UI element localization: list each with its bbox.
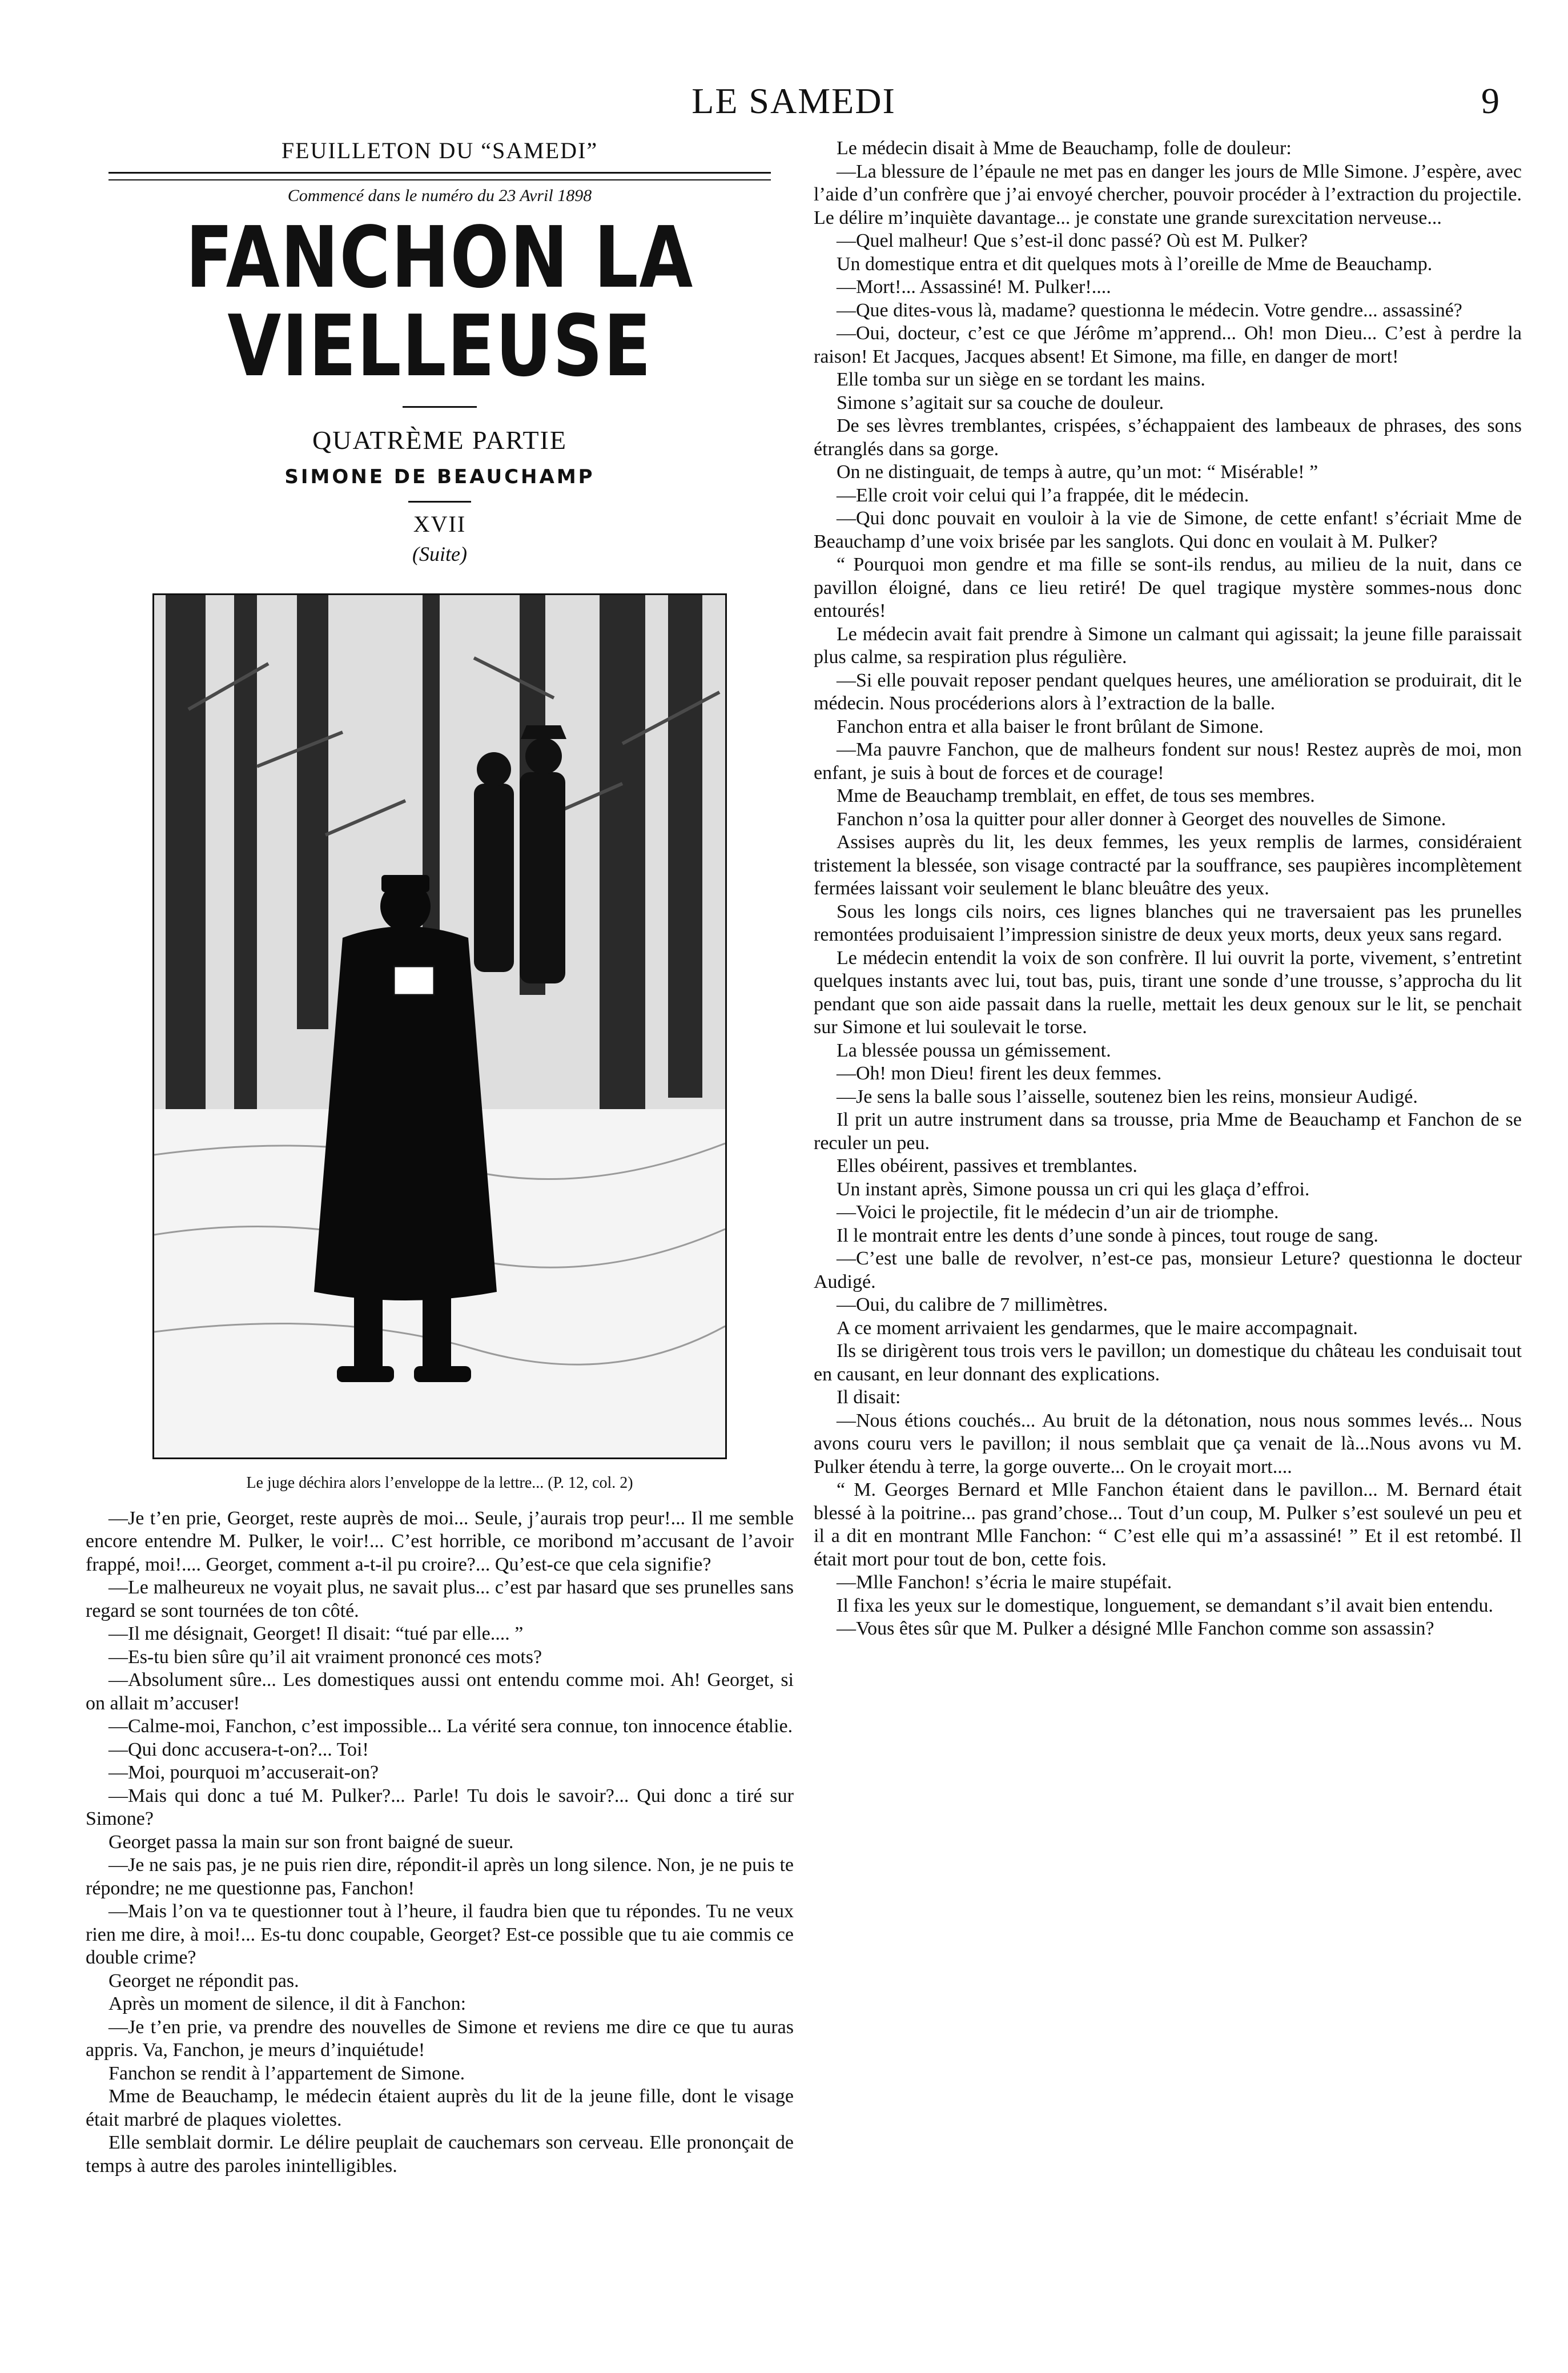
paragraph: Un instant après, Simone poussa un cri qui les glaça d’effroi. <box>837 1178 1310 1200</box>
paragraph: Il le montrait entre les dents d’une sonde à pinces, tout rouge de sang. <box>837 1224 1378 1246</box>
paragraph: Sous les longs cils noirs, ces lignes blanches qui ne traversaient pas les prunelles remontées produisaient l’impression sinistre de deux yeux morts, deux yeux sans regard. <box>814 901 1522 945</box>
paragraph: —Elle croit voir celui qui l’a frappée, dit le médecin. <box>837 484 1249 506</box>
paragraph: Il prit un autre instrument dans sa trousse, pria Mme de Beauchamp et Fanchon de se reculer un peu. <box>814 1109 1522 1154</box>
paragraph: —Mais l’on va te questionner tout à l’heure, il faudra bien que tu répondes. Tu ne veux rien me dire, à moi!... Es-tu donc coupable, Georget? Est-ce possible que tu aie commis ce double crime? <box>86 1901 794 1969</box>
paragraph: —Je t’en prie, Georget, reste auprès de moi... Seule, j’aurais trop peur!... Il me semble encore entendre M. Pulker, le voir!... C’est horrible, ce moribond m’accusant de l’avoir frappé, moi!.... Georget, comment a-t-il pu croire?... Qu’est-ce que cela signifie? <box>86 1507 794 1575</box>
paragraph: De ses lèvres tremblantes, crispées, s’échappaient des lambeaux de phrases, des sons étranglés dans sa gorge. <box>814 415 1522 460</box>
paragraph: Le médecin avait fait prendre à Simone un calmant qui agissait; la jeune fille paraissait plus calme, sa respiration plus régulière. <box>814 623 1522 668</box>
paragraph: Mme de Beauchamp, le médecin étaient auprès du lit de la jeune fille, dont le visage était marbré de plaques violettes. <box>86 2086 794 2130</box>
paragraph: —Je ne sais pas, je ne puis rien dire, répondit-il après un long silence. Non, je ne puis te répondre; ne me questionne pas, Fanchon! <box>86 1854 794 1899</box>
paragraph: —Es-tu bien sûre qu’il ait vraiment prononcé ces mots? <box>108 1646 542 1668</box>
title-divider <box>403 406 477 408</box>
paragraph: Elle tomba sur un siège en se tordant les mains. <box>837 369 1205 390</box>
paragraph: A ce moment arrivaient les gendarmes, que le maire accompagnait. <box>837 1317 1358 1339</box>
paragraph: —La blessure de l’épaule ne met pas en danger les jours de Mlle Simone. J’espère, avec l’aide d’un confrère que j’ai envoyé chercher, pouvoir procéder à l’extraction du projectile. Le délire m’inquiète davantage... je constate une grande surexcitation nerveuse... <box>814 160 1522 228</box>
chapter-number: XVII <box>413 511 467 537</box>
serial-start-note: Commencé dans le numéro du 23 Avril 1898 <box>287 186 592 205</box>
paragraph: —Oui, docteur, c’est ce que Jérôme m’apprend... Oh! mon Dieu... C’est à perdre la raison! Et Jacques, Jacques absent! Et Simone, ma fille, en danger de mort! <box>814 323 1522 367</box>
novel-title: FANCHON LA VIELLEUSE <box>186 208 694 396</box>
paragraph: —Voici le projectile, fit le médecin d’un air de triomphe. <box>837 1202 1279 1223</box>
paragraph: —Oui, du calibre de 7 millimètres. <box>837 1294 1108 1315</box>
feuilleton-label: FEUILLETON DU “SAMEDI” <box>281 138 598 163</box>
subtitle-divider <box>408 501 471 503</box>
left-column-text <box>86 1507 794 2178</box>
paragraph: Il fixa les yeux sur le domestique, longuement, se demandant s’il avait bien entendu. <box>837 1595 1494 1616</box>
paragraph: Elles obéirent, passives et tremblantes. <box>837 1155 1137 1177</box>
paragraph: —Mais qui donc a tué M. Pulker?... Parle! Tu dois le savoir?... Qui donc a tiré sur Simone? <box>86 1785 794 1830</box>
paragraph: Après un moment de silence, il dit à Fanchon: <box>108 1993 467 2015</box>
paragraph: —Oh! mon Dieu! firent les deux femmes. <box>837 1063 1162 1084</box>
paragraph: —Mort!... Assassiné! M. Pulker!.... <box>837 276 1111 298</box>
paragraph: Elle semblait dormir. Le délire peuplait de cauchemars son cerveau. Elle prononçait de temps à autre des paroles inintelligibles. <box>86 2132 794 2177</box>
left-column <box>86 137 794 2178</box>
newspaper-header-title: LE SAMEDI <box>691 81 896 121</box>
paragraph: Georget passa la main sur son front baigné de sueur. <box>108 1831 514 1853</box>
paragraph: —Si elle pouvait reposer pendant quelques heures, une amélioration se produirait, dit le médecin. Nous procéderions alors à l’extraction de la balle. <box>814 669 1522 714</box>
paragraph: —Absolument sûre... Les domestiques aussi ont entendu comme moi. Ah! Georget, si on allait m’accuser! <box>86 1669 794 1714</box>
paragraph: Fanchon se rendit à l’appartement de Simone. <box>108 2062 465 2084</box>
paragraph: —Quel malheur! Que s’est-il donc passé? Où est M. Pulker? <box>837 230 1308 251</box>
page-number: 9 <box>1481 81 1499 121</box>
paragraph: “ Pourquoi mon gendre et ma fille se sont-ils rendus, au milieu de la nuit, dans ce pavillon éloigné, dans ce lieu retiré! De quel tragique mystère sommes-nous donc entourés! <box>814 554 1522 621</box>
paragraph: On ne distinguait, de temps à autre, qu’un mot: “ Misérable! ” <box>837 461 1318 483</box>
part-subtitle: SIMONE DE BEAUCHAMP <box>284 465 595 488</box>
chapter-suite-note: (Suite) <box>412 542 467 565</box>
paragraph: —Qui donc pouvait en vouloir à la vie de Simone, de cette enfant! s’écriait Mme de Beauchamp d’une voix brisée par les sanglots. Qui donc en voulait à M. Pulker? <box>814 508 1522 552</box>
paragraph: —Il me désignait, Georget! Il disait: “tué par elle.... ” <box>108 1623 524 1645</box>
paragraph: —Nous étions couchés... Au bruit de la détonation, nous nous sommes levés... Nous avons couru vers le pavillon; il nous semblait que ça venait de là...Nous avons vu M. Pulker étendu à terre, la gorge ouverte... On le croyait mort.... <box>814 1410 1522 1477</box>
engraving-illustration <box>152 593 727 1459</box>
paragraph: Un domestique entra et dit quelques mots à l’oreille de Mme de Beauchamp. <box>837 253 1433 275</box>
paragraph: Le médecin entendit la voix de son confrère. Il lui ouvrit la porte, vivement, s’entretint quelques instants avec lui, tout bas, puis, tirant une sonde d’une trousse, s’approcha du lit pendant que son aide passait dans la ruelle, mettait les deux genoux sur le lit, se penchait sur Simone et lui soulevait le torse. <box>814 947 1522 1038</box>
paragraph: —Moi, pourquoi m’accuserait-on? <box>108 1762 379 1784</box>
paragraph: La blessée poussa un gémissement. <box>837 1039 1111 1061</box>
right-column <box>814 137 1522 1641</box>
paragraph: —Ma pauvre Fanchon, que de malheurs fondent sur nous! Restez auprès de moi, mon enfant, je suis à bout de forces et de courage! <box>814 739 1522 784</box>
double-rule-divider <box>108 172 771 180</box>
paragraph: —Calme-moi, Fanchon, c’est impossible... La vérité sera connue, ton innocence établie. <box>108 1716 793 1737</box>
paragraph: —Vous êtes sûr que M. Pulker a désigné Mlle Fanchon comme son assassin? <box>837 1618 1434 1639</box>
illustration-caption: Le juge déchira alors l’enveloppe de la lettre... (P. 12, col. 2) <box>246 1473 633 1492</box>
paragraph: Ils se dirigèrent tous trois vers le pavillon; un domestique du château les conduisait tout en causant, en leur donnant des explications. <box>814 1340 1522 1385</box>
paragraph: —Que dites-vous là, madame? questionna le médecin. Votre gendre... assassiné? <box>837 299 1462 321</box>
paragraph: Fanchon entra et alla baiser le front brûlant de Simone. <box>837 716 1264 737</box>
part-title: QUATRÈME PARTIE <box>312 425 567 455</box>
paragraph: —Je sens la balle sous l’aisselle, soutenez bien les reins, monsieur Audigé. <box>837 1086 1418 1107</box>
paragraph: Simone s’agitait sur sa couche de douleur. <box>837 392 1164 413</box>
paragraph: —C’est une balle de revolver, n’est-ce pas, monsieur Leture? questionna le docteur Audigé. <box>814 1248 1522 1292</box>
paragraph: Il disait: <box>837 1387 901 1408</box>
paragraph: —Qui donc accusera-t-on?... Toi! <box>108 1738 369 1760</box>
paragraph: Georget ne répondit pas. <box>108 1970 299 1991</box>
paragraph: Fanchon n’osa la quitter pour aller donner à Georget des nouvelles de Simone. <box>837 808 1446 830</box>
paragraph: Assises auprès du lit, les deux femmes, les yeux remplis de larmes, considéraient tristement la blessée, son visage contracté par la souffrance, ses paupières incomplètement fermées laissant voir seulement le blanc bleuâtre des yeux. <box>814 832 1522 899</box>
paragraph: —Mlle Fanchon! s’écria le maire stupéfait. <box>837 1572 1172 1593</box>
paragraph: “ M. Georges Bernard et Mlle Fanchon étaient dans le pavillon... M. Bernard était blessé à la poitrine... pas grand’chose... Tout d’un coup, M. Pulker s’est soulevé un peu et il a dit en montrant Mlle Fanchon: “ C’est elle qui m’a assassiné! ” Et il est retombé. Il était mort pour tout de bon, cette fois. <box>814 1479 1522 1570</box>
paragraph: —Je t’en prie, va prendre des nouvelles de Simone et reviens me dire ce que tu auras appris. Va, Fanchon, je meurs d’inquiétude! <box>86 2016 794 2061</box>
paragraph: Mme de Beauchamp tremblait, en effet, de tous ses membres. <box>837 785 1315 806</box>
winter-forest-scene-drawing <box>154 595 725 1457</box>
paragraph: —Le malheureux ne voyait plus, ne savait plus... c’est par hasard que ses prunelles sans regard se sont tournées de ton côté. <box>86 1577 794 1621</box>
paragraph: Le médecin disait à Mme de Beauchamp, folle de douleur: <box>837 138 1292 159</box>
